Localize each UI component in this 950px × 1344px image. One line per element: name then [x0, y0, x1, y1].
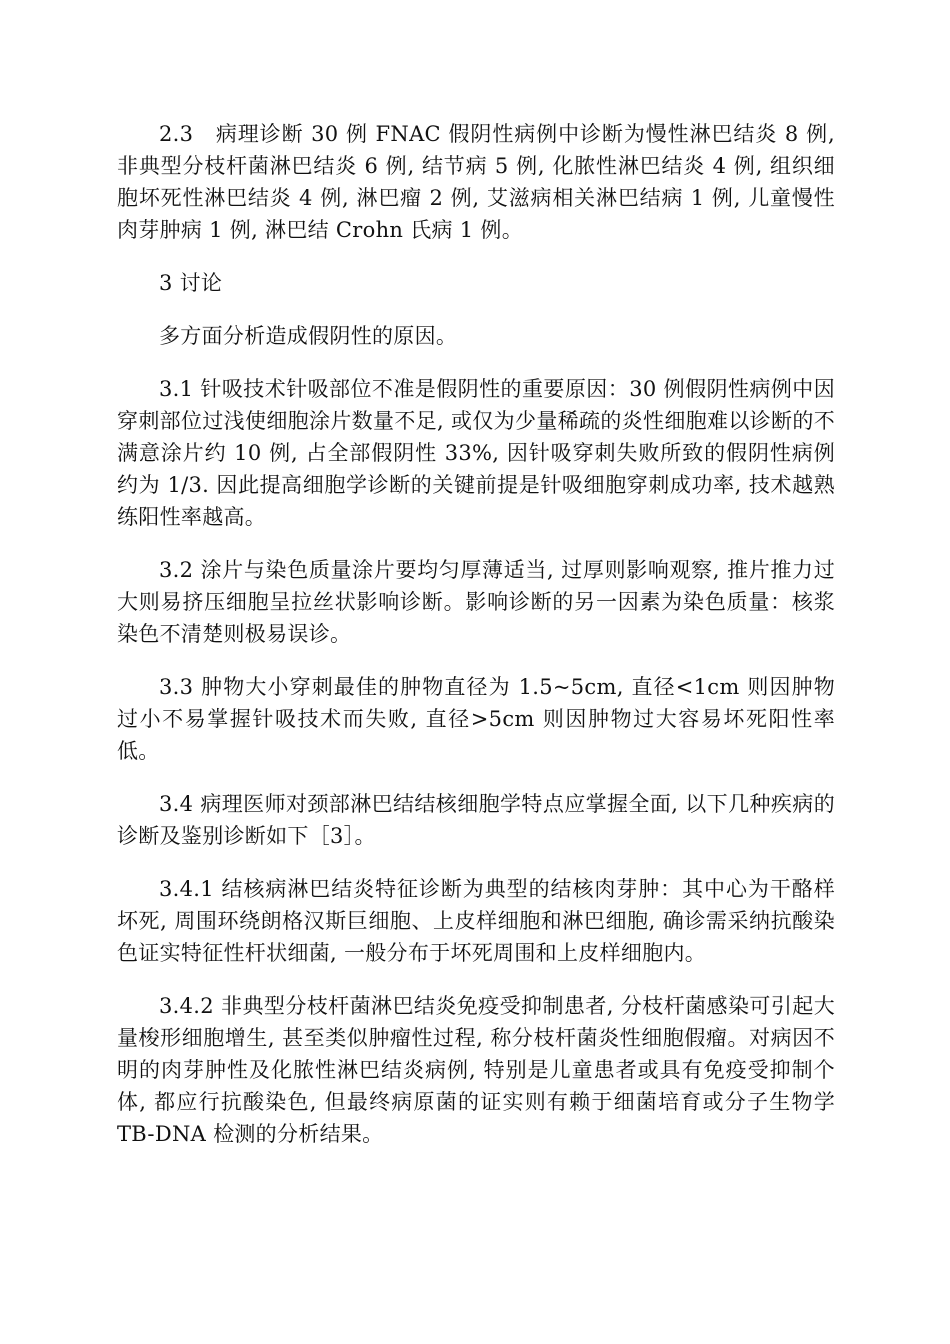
- paragraph-3-4-1-tuberculous-lymphadenitis: 3.4.1 结核病淋巴结炎特征诊断为典型的结核肉芽肿：其中心为干酪样坏死, 周围环绕朗格汉斯巨细胞、上皮样细胞和淋巴细胞, 确诊需采纳抗酸染色证实特征性杆状细菌, 一般分布于坏死周围和上皮样细胞内。: [117, 877, 835, 965]
- paragraph-3-3-mass-size: 3.3 肿物大小穿刺最佳的肿物直径为 1.5~5cm, 直径<1cm 则因肿物过小不易掌握针吸技术而失败, 直径>5cm 则因肿物过大容易坏死阳性率低。: [117, 675, 835, 763]
- paragraph-2-3-pathology-diagnosis: 2.3 病理诊断 30 例 FNAC 假阴性病例中诊断为慢性淋巴结炎 8 例, 非典型分枝杆菌淋巴结炎 6 例, 结节病 5 例, 化脓性淋巴结炎 4 例, 组织细胞坏死性淋巴结炎 4 例, 淋巴瘤 2 例, 艾滋病相关淋巴结病 1 例, 儿童慢性肉芽肿病 1 例, 淋巴结 Crohn 氏病 1 例。: [117, 122, 835, 242]
- heading-3-discussion: 3 讨论: [159, 271, 223, 295]
- paragraph-3-4-pathologist: 3.4 病理医师对颈部淋巴结结核细胞学特点应掌握全面, 以下几种疾病的诊断及鉴别诊断如下［3］。: [117, 792, 835, 848]
- paragraph-3-1-aspiration-technique: 3.1 针吸技术针吸部位不准是假阴性的重要原因：30 例假阴性病例中因穿刺部位过浅使细胞涂片数量不足, 或仅为少量稀疏的炎性细胞难以诊断的不满意涂片约 10 例, 占全部假阴性 33%, 因针吸穿刺失败所致的假阴性病例约为 1/3. 因此提高细胞学诊断的关键前提是针吸细胞穿刺成功率, 技术越熟练阳性率越高。: [117, 377, 835, 529]
- document-page: [117, 118, 835, 1171]
- paragraph-3-2-smear-staining: 3.2 涂片与染色质量涂片要均匀厚薄适当, 过厚则影响观察, 推片推力过大则易挤压细胞呈拉丝状影响诊断。影响诊断的另一因素为染色质量：核浆染色不清楚则极易误诊。: [117, 558, 835, 646]
- paragraph-3-4-2-atypical-mycobacterial: 3.4.2 非典型分枝杆菌淋巴结炎免疫受抑制患者, 分枝杆菌感染可引起大量梭形细胞增生, 甚至类似肿瘤性过程, 称分枝杆菌炎性细胞假瘤。对病因不明的肉芽肿性及化脓性淋巴结炎病例, 特别是儿童患者或具有免疫受抑制个体, 都应行抗酸染色, 但最终病原菌的证实则有赖于细菌培育或分子生物学 TB-DNA 检测的分析结果。: [117, 994, 835, 1146]
- paragraph-false-negative-causes: 多方面分析造成假阴性的原因。: [159, 324, 458, 348]
